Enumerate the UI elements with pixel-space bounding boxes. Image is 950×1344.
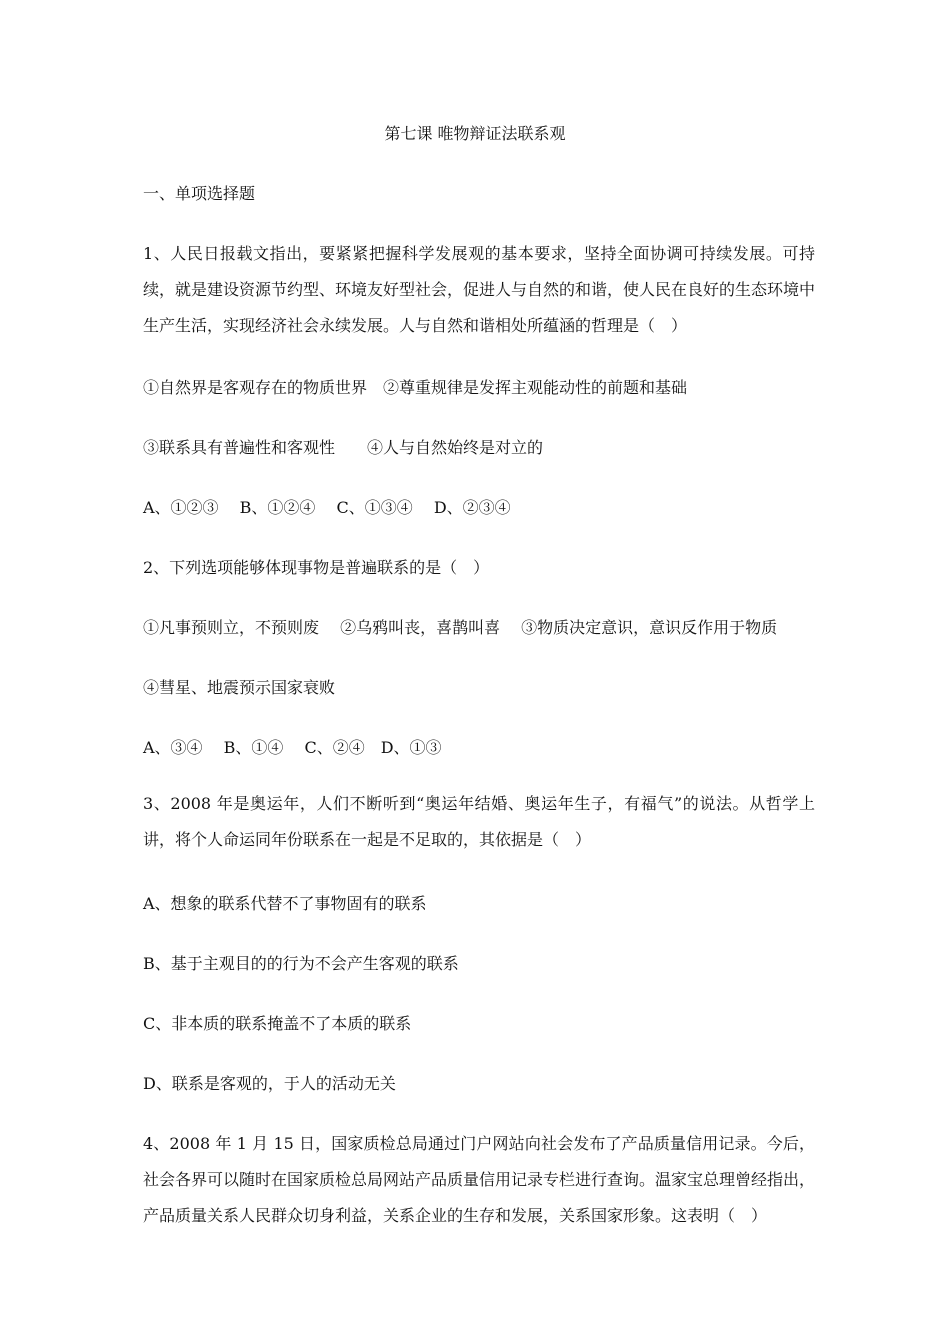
question-4-stem: 4、2008 年 1 月 15 日，国家质检总局通过门户网站向社会发布了产品质量信用记录。今后，社会各界可以随时在国家质检总局网站产品质量信用记录专栏进行查询。温家宝总理曾经指出，产品质量关系人民群众切身利益，关系企业的生存和发展，关系国家形象。这表明（ ） [143, 1134, 816, 1225]
section-heading: 一、单项选择题 [143, 184, 256, 203]
question-1-options: A、①②③ B、①②④ C、①③④ D、②③④ [143, 498, 511, 517]
question-1-statements-line-2: ③联系具有普遍性和客观性 ④人与自然始终是对立的 [143, 438, 544, 457]
page-title: 第七课 唯物辩证法联系观 [384, 124, 566, 143]
question-3-stem: 3、2008 年是奥运年，人们不断听到“奥运年结婚、奥运年生子，有福气”的说法。从哲学上讲，将个人命运同年份联系在一起是不足取的，其依据是（ ） [143, 794, 815, 849]
question-1-statements-line-1: ①自然界是客观存在的物质世界 ②尊重规律是发挥主观能动性的前题和基础 [143, 378, 688, 397]
question-1-stem: 1、人民日报载文指出，要紧紧把握科学发展观的基本要求，坚持全面协调可持续发展。可持续，就是建设资源节约型、环境友好型社会，促进人与自然的和谐，使人民在良好的生态环境中生产生活，实现经济社会永续发展。人与自然和谐相处所蕴涵的哲理是（ ） [143, 244, 816, 335]
question-2-statements-line-2: ④彗星、地震预示国家衰败 [143, 678, 336, 697]
question-3-option-b: B、基于主观目的的行为不会产生客观的联系 [143, 954, 459, 973]
question-2-options: A、③④ B、①④ C、②④ D、①③ [143, 738, 442, 757]
question-3-option-a: A、想象的联系代替不了事物固有的联系 [143, 894, 427, 913]
question-2-stem: 2、下列选项能够体现事物是普遍联系的是（ ） [143, 558, 490, 577]
question-3-option-d: D、联系是客观的，于人的活动无关 [143, 1074, 396, 1093]
question-3-option-c: C、非本质的联系掩盖不了本质的联系 [143, 1014, 412, 1033]
question-2-statements-line-1: ①凡事预则立，不预则废 ②乌鸦叫丧，喜鹊叫喜 ③物质决定意识，意识反作用于物质 [143, 618, 778, 637]
